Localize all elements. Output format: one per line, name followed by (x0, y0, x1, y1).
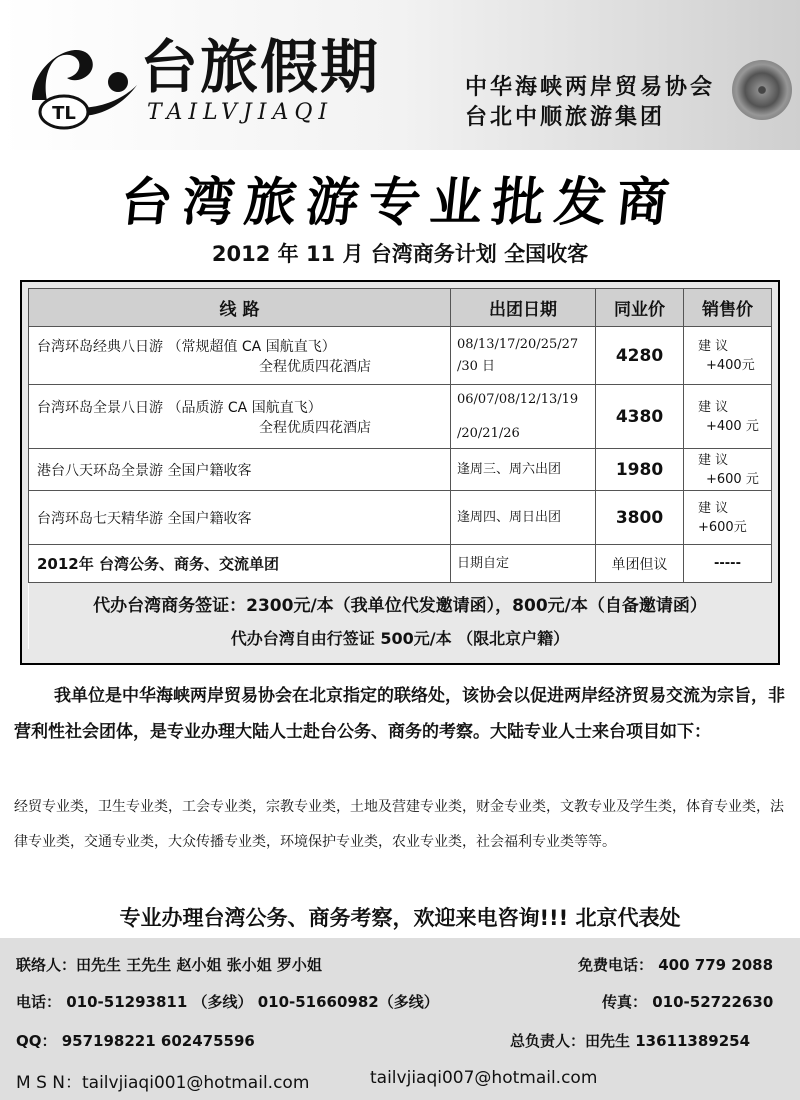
org-name-2: 台北中顺旅游集团 (465, 105, 666, 130)
sale-label: 建 议 (698, 500, 729, 516)
sale-value: ----- (684, 545, 772, 583)
date-line: 逢周三、周六出团 (457, 461, 562, 477)
date-line: 逢周四、周日出团 (457, 509, 562, 525)
sale-label: 建 议 (698, 338, 729, 354)
route-name: 台湾环岛经典八日游 （常规超值 CA 国航直飞） (37, 338, 336, 355)
brand-name-en: TAILVJIAQI (147, 100, 334, 125)
intro-paragraph: 我单位是中华海峡两岸贸易协会在北京指定的联络处，该协会以促进两岸经济贸易交流为宗旨，非营利性社会团体，是专业办理大陆人士赴台公务、商务的考察。大陆专业人士来台项目如下： (14, 686, 785, 742)
header-sale: 销售价 (684, 289, 772, 327)
free-phone: 免费电话： 400 779 2088 (578, 956, 774, 974)
msn-1[interactable]: M S N：tailvjiaqi001@hotmail.com (16, 1073, 310, 1093)
route-name: 2012年 台湾公务、商务、交流单团 (37, 555, 279, 573)
header-banner (0, 0, 800, 150)
route-name: 台湾环岛七天精华游 全国户籍收客 (37, 510, 252, 527)
page-subtitle: 2012 年 11 月 台湾商务计划 全国收客 (211, 242, 589, 266)
trade-price: 单团但议 (596, 545, 684, 583)
trade-price: 4280 (596, 327, 684, 385)
contact-people: 联络人：田先生 王先生 赵小姐 张小姐 罗小姐 (16, 956, 322, 974)
contact-panel (0, 938, 800, 1100)
table-header-row (29, 289, 772, 327)
trade-price: 4380 (596, 385, 684, 449)
qq: QQ： 957198221 602475596 (16, 1032, 255, 1050)
sale-value: +600 元 (706, 471, 759, 487)
route-name: 台湾环岛全景八日游 （品质游 CA 国航直飞） (37, 399, 322, 416)
trade-price: 3800 (596, 491, 684, 545)
date-line: 08/13/17/20/25/27 (457, 336, 579, 352)
slogan: 专业办理台湾公务、商务考察，欢迎来电咨询!!! 北京代表处 (119, 906, 681, 930)
sale-label: 建 议 (698, 452, 729, 468)
sale-value: +400元 (706, 357, 755, 373)
visa-business: 代办台湾商务签证：2300元/本（我单位代发邀请函），800元/本（自备邀请函） (93, 596, 707, 616)
disc-decoration (732, 60, 792, 120)
sale-label: 建 议 (698, 399, 729, 415)
visa-row (29, 583, 772, 650)
page-title: 台湾旅游专业批发商 (117, 172, 682, 233)
header-route: 线 路 (29, 289, 451, 327)
phone: 电话： 010-51293811 （多线） 010-51660982（多线） (16, 993, 439, 1011)
sale-value: +400 元 (706, 418, 759, 434)
org-name-1: 中华海峡两岸贸易协会 (465, 75, 716, 100)
logo-icon (22, 30, 142, 130)
table-row (29, 545, 772, 583)
fax: 传真： 010-52722630 (602, 993, 774, 1011)
trade-price: 1980 (596, 449, 684, 491)
visa-individual: 代办台湾自由行签证 500元/本 （限北京户籍） (230, 629, 570, 648)
table-row (29, 491, 772, 545)
route-name: 港台八天环岛全景游 全国户籍收客 (37, 462, 252, 479)
manager: 总负责人：田先生 13611389254 (510, 1032, 751, 1050)
header-price: 同业价 (596, 289, 684, 327)
sale-value: +600元 (698, 519, 747, 535)
date-line: /20/21/26 (457, 425, 520, 441)
date-line: 06/07/08/12/13/19 (457, 391, 579, 407)
tour-table-panel (20, 280, 780, 665)
tour-table (28, 288, 772, 649)
table-row (29, 385, 772, 449)
route-hotel: 全程优质四花酒店 (259, 358, 371, 375)
header-date: 出团日期 (451, 289, 596, 327)
msn-2[interactable]: tailvjiaqi007@hotmail.com (370, 1068, 598, 1088)
date-line: 日期自定 (457, 555, 510, 571)
table-row (29, 327, 772, 385)
date-line: /30 日 (457, 358, 496, 374)
categories-paragraph: 经贸专业类，卫生专业类，工会专业类，宗教专业类，土地及营建专业类，财金专业类，文教专业及学生类，体育专业类，法律专业类，交通专业类，大众传播专业类，环境保护专业类，农业专业类，社会福利专业类等等。 (14, 799, 784, 850)
route-hotel: 全程优质四花酒店 (259, 419, 371, 436)
table-row (29, 449, 772, 491)
logo-text: TL (52, 103, 76, 124)
brand-name-cn: 台旅假期 (140, 33, 381, 101)
